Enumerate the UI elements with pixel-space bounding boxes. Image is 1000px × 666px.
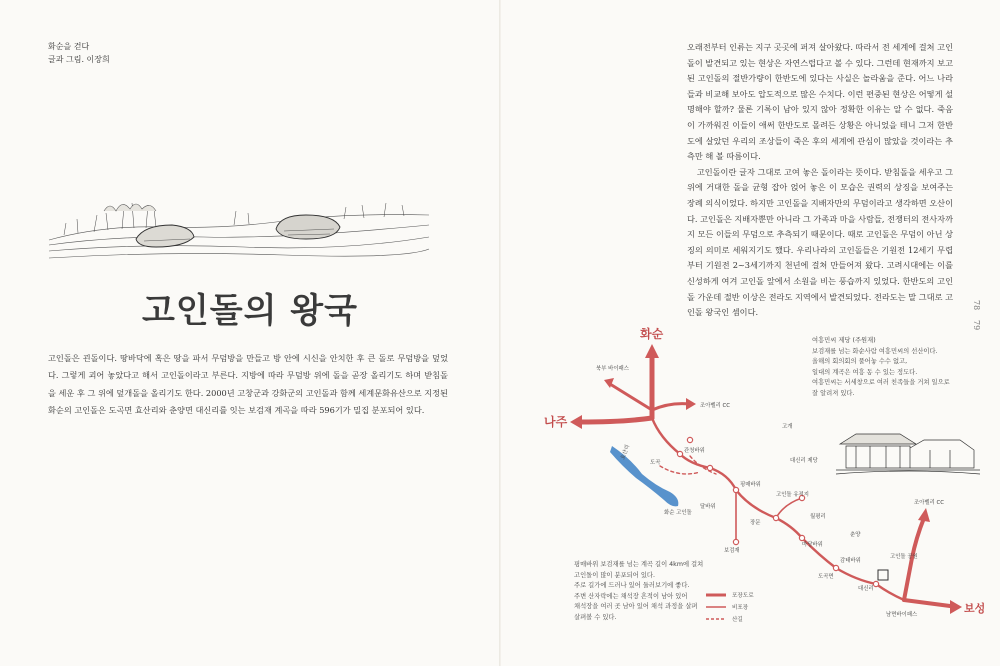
map-label-hwasun-dam: 화순 고인돌 <box>664 510 692 516</box>
map-label-ps7: 마당바위 <box>802 542 823 548</box>
series-title: 화순을 걷다 <box>48 42 90 51</box>
map-label-gogaek: 고개 <box>782 424 793 430</box>
map-label-hall: 고인돌 유적지 <box>776 492 809 498</box>
note-top-line-4: 일대의 계곡은 여흥 동 수 있는 정도다. <box>812 368 918 376</box>
map-label-jangmun: 장문 <box>750 520 761 526</box>
page-number-right: 79 <box>972 320 981 331</box>
map-label-bogeomjae: 보검재 <box>724 548 740 554</box>
note-top-line-5: 여흥민씨는 서세창으로 여러 친족들을 거쳐 일으로 <box>812 379 950 387</box>
trail-2 <box>660 466 700 474</box>
note-bottom-line-5: 채석장을 여러 곳 남아 있어 채석 과정을 살펴 <box>574 603 698 611</box>
arrow-cc <box>686 398 696 410</box>
map-label-daesin: 대신리 <box>858 586 874 592</box>
note-bottom-line-6: 살펴볼 수 있다. <box>574 613 617 621</box>
map-label-boseong: 보성 <box>964 602 986 615</box>
route-cc <box>652 404 690 410</box>
park-marker <box>878 570 888 580</box>
right-paragraph-2: 고인돌이란 글자 그대로 고여 놓은 돌이라는 뜻이다. 받침돌을 세우고 그 위에 거대한 돌을 균형 잡아 얹어 놓은 이 모습은 권력의 상징을 보여주는 장례 의식이었다. 하지만 고인돌을 지배자만의 무덤이라고 생각하면 오산이다. 고인돌은 지배자뿐만 아니라 그 가족과 마을 사람들, 전쟁터의 전사자까지 모든 이들의 무덤으로 추측되기 때문이다. 때로 고인돌은 무덤이 아닌 상징의 의미로 세워지기도 했다. 우리나라의 고인돌들은 기원전 12세기 무렵부터 기원전 2~3세기까지 천년에 걸쳐 만들어져 왔다. 고려시대에는 이를 신성하게 여겨 고인돌 앞에서 소원을 비는 풍습까지 있었다. 한반도의 고인돌 가운데 절반 이상은 전라도 지역에서 발견되었다. 전라도는 말 그대로 고인돌 왕국인 셈이다. <box>687 166 954 318</box>
map-label-bypass: 북부 바이패스 <box>596 366 629 372</box>
trail-1 <box>690 456 716 474</box>
note-top-line-2: 보검재를 넘는 화순사람 여흥민씨의 선산이다. <box>812 347 938 355</box>
map-label-ps10: 고인돌 공원 <box>890 554 918 560</box>
arrow-west <box>570 415 582 429</box>
author-credit: 글과 그림. 이장희 <box>48 55 110 64</box>
map-label-cc-bottom: 조아벨리 CC <box>914 500 945 506</box>
map-note-top <box>812 336 982 400</box>
map-label-naju: 나주 <box>544 415 568 429</box>
note-top-line-1: 여흥민씨 제당 (주원재) <box>812 337 876 344</box>
map-label-ps9: 대신리 제당 <box>790 458 818 464</box>
map-label-ps5: 도곡 <box>650 460 661 466</box>
reservoir-shape <box>610 446 678 506</box>
legend-label-trail: 산길 <box>732 617 743 623</box>
route-west <box>580 418 652 422</box>
map-label-ps8: 도곡면 <box>818 574 834 580</box>
map-label-south-bypass: 남면바이패스 <box>886 612 918 618</box>
right-body-text <box>687 40 953 321</box>
map-label-tuttle: 월평리 <box>810 514 826 520</box>
arrow-east <box>918 508 930 522</box>
note-top-line-3: 올해의 회의회의 풀어놓 수수 없고, <box>812 358 908 366</box>
right-paragraph-1: 오래전부터 인류는 지구 곳곳에 퍼져 살아왔다. 따라서 전 세계에 걸쳐 고인돌이 발견되고 있는 현상은 자연스럽다고 볼 수 있다. 그런데 현재까지 보고된 고인돌의 절반가량이 한반도에 있다는 사실은 놀라움을 준다. 어느 나라들과 비교해 보아도 압도적으로 많은 수치다. 이런 편중된 현상은 어떻게 설명해야 할까? 물론 기록이 남아 있지 않아 정확한 이유는 알 수 없다. 죽음이 가까워진 이들이 애써 한반도로 몰려든 상황은 아니었을 테니 그저 한반도에 살았던 우리의 조상들이 죽은 후의 세계에 관심이 많았을 것이라는 추측만 해 볼 따름이다. <box>687 42 953 162</box>
arrow-south <box>950 600 962 614</box>
route-bypass <box>610 384 652 410</box>
running-header <box>48 40 110 66</box>
dolmen-landscape-sketch <box>44 185 434 265</box>
map-label-ps2: 관청바위 <box>684 448 705 454</box>
page-gutter <box>499 0 501 666</box>
map-label-hwasun: 화순 <box>640 327 664 341</box>
map-label-hyosan: 효산리 <box>620 443 632 461</box>
page-title: 고인돌의 왕국 <box>142 291 358 331</box>
map-label-ps1: 핑매바위 <box>740 482 761 488</box>
note-top-line-6: 잘 알려져 있다. <box>812 389 855 397</box>
note-bottom-line-3: 주로 길가에 드러나 있어 둘러보기에 좋다. <box>574 582 690 590</box>
map-label-cc-top: 조아벨리 CC <box>700 403 731 409</box>
map-note-bottom <box>574 560 734 624</box>
shrine-sketch <box>836 434 980 474</box>
note-bottom-line-4: 주변 산자락에는 채석장 흔적이 남아 있어 <box>574 592 688 600</box>
map-label-ps4: 달바위 <box>700 504 716 510</box>
legend-label-paved: 포장도로 <box>732 593 754 599</box>
note-bottom-line-1: 핑매바위 보검재를 넘는 계곡 길이 4km에 걸쳐 <box>574 561 704 568</box>
note-bottom-line-2: 고인돌이 많이 분포되어 있다. <box>574 571 655 579</box>
route-south <box>904 600 950 606</box>
map-label-ps6: 춘양 <box>850 532 861 538</box>
route-branch-2 <box>776 498 802 518</box>
map-label-ps3: 감태바위 <box>840 558 861 564</box>
legend-label-unpaved: 비포장 <box>732 605 749 611</box>
left-body-text: 고인돌은 괸돌이다. 땅바닥에 혹은 땅을 파서 무덤방을 만들고 방 안에 시신을 안치한 후 큰 돌로 무덤방을 덮었다. 그렇게 괴어 놓았다고 해서 고인돌이라고 부른다. 지방에 따라 무덤방 위에 돌을 곧장 올리기도 하며 받침돌을 세운 후 그 위에 덮개돌을 올리기도 한다. 2000년 고창군과 강화군의 고인돌과 함께 세계문화유산으로 지정된 화순의 고인돌은 도곡면 효산리와 춘양면 대신리를 잇는 보검재 계곡을 따라 596기가 밀집 분포되어 있다. <box>48 353 448 415</box>
arrow-north <box>645 344 659 358</box>
page-number-left: 78 <box>972 300 981 311</box>
